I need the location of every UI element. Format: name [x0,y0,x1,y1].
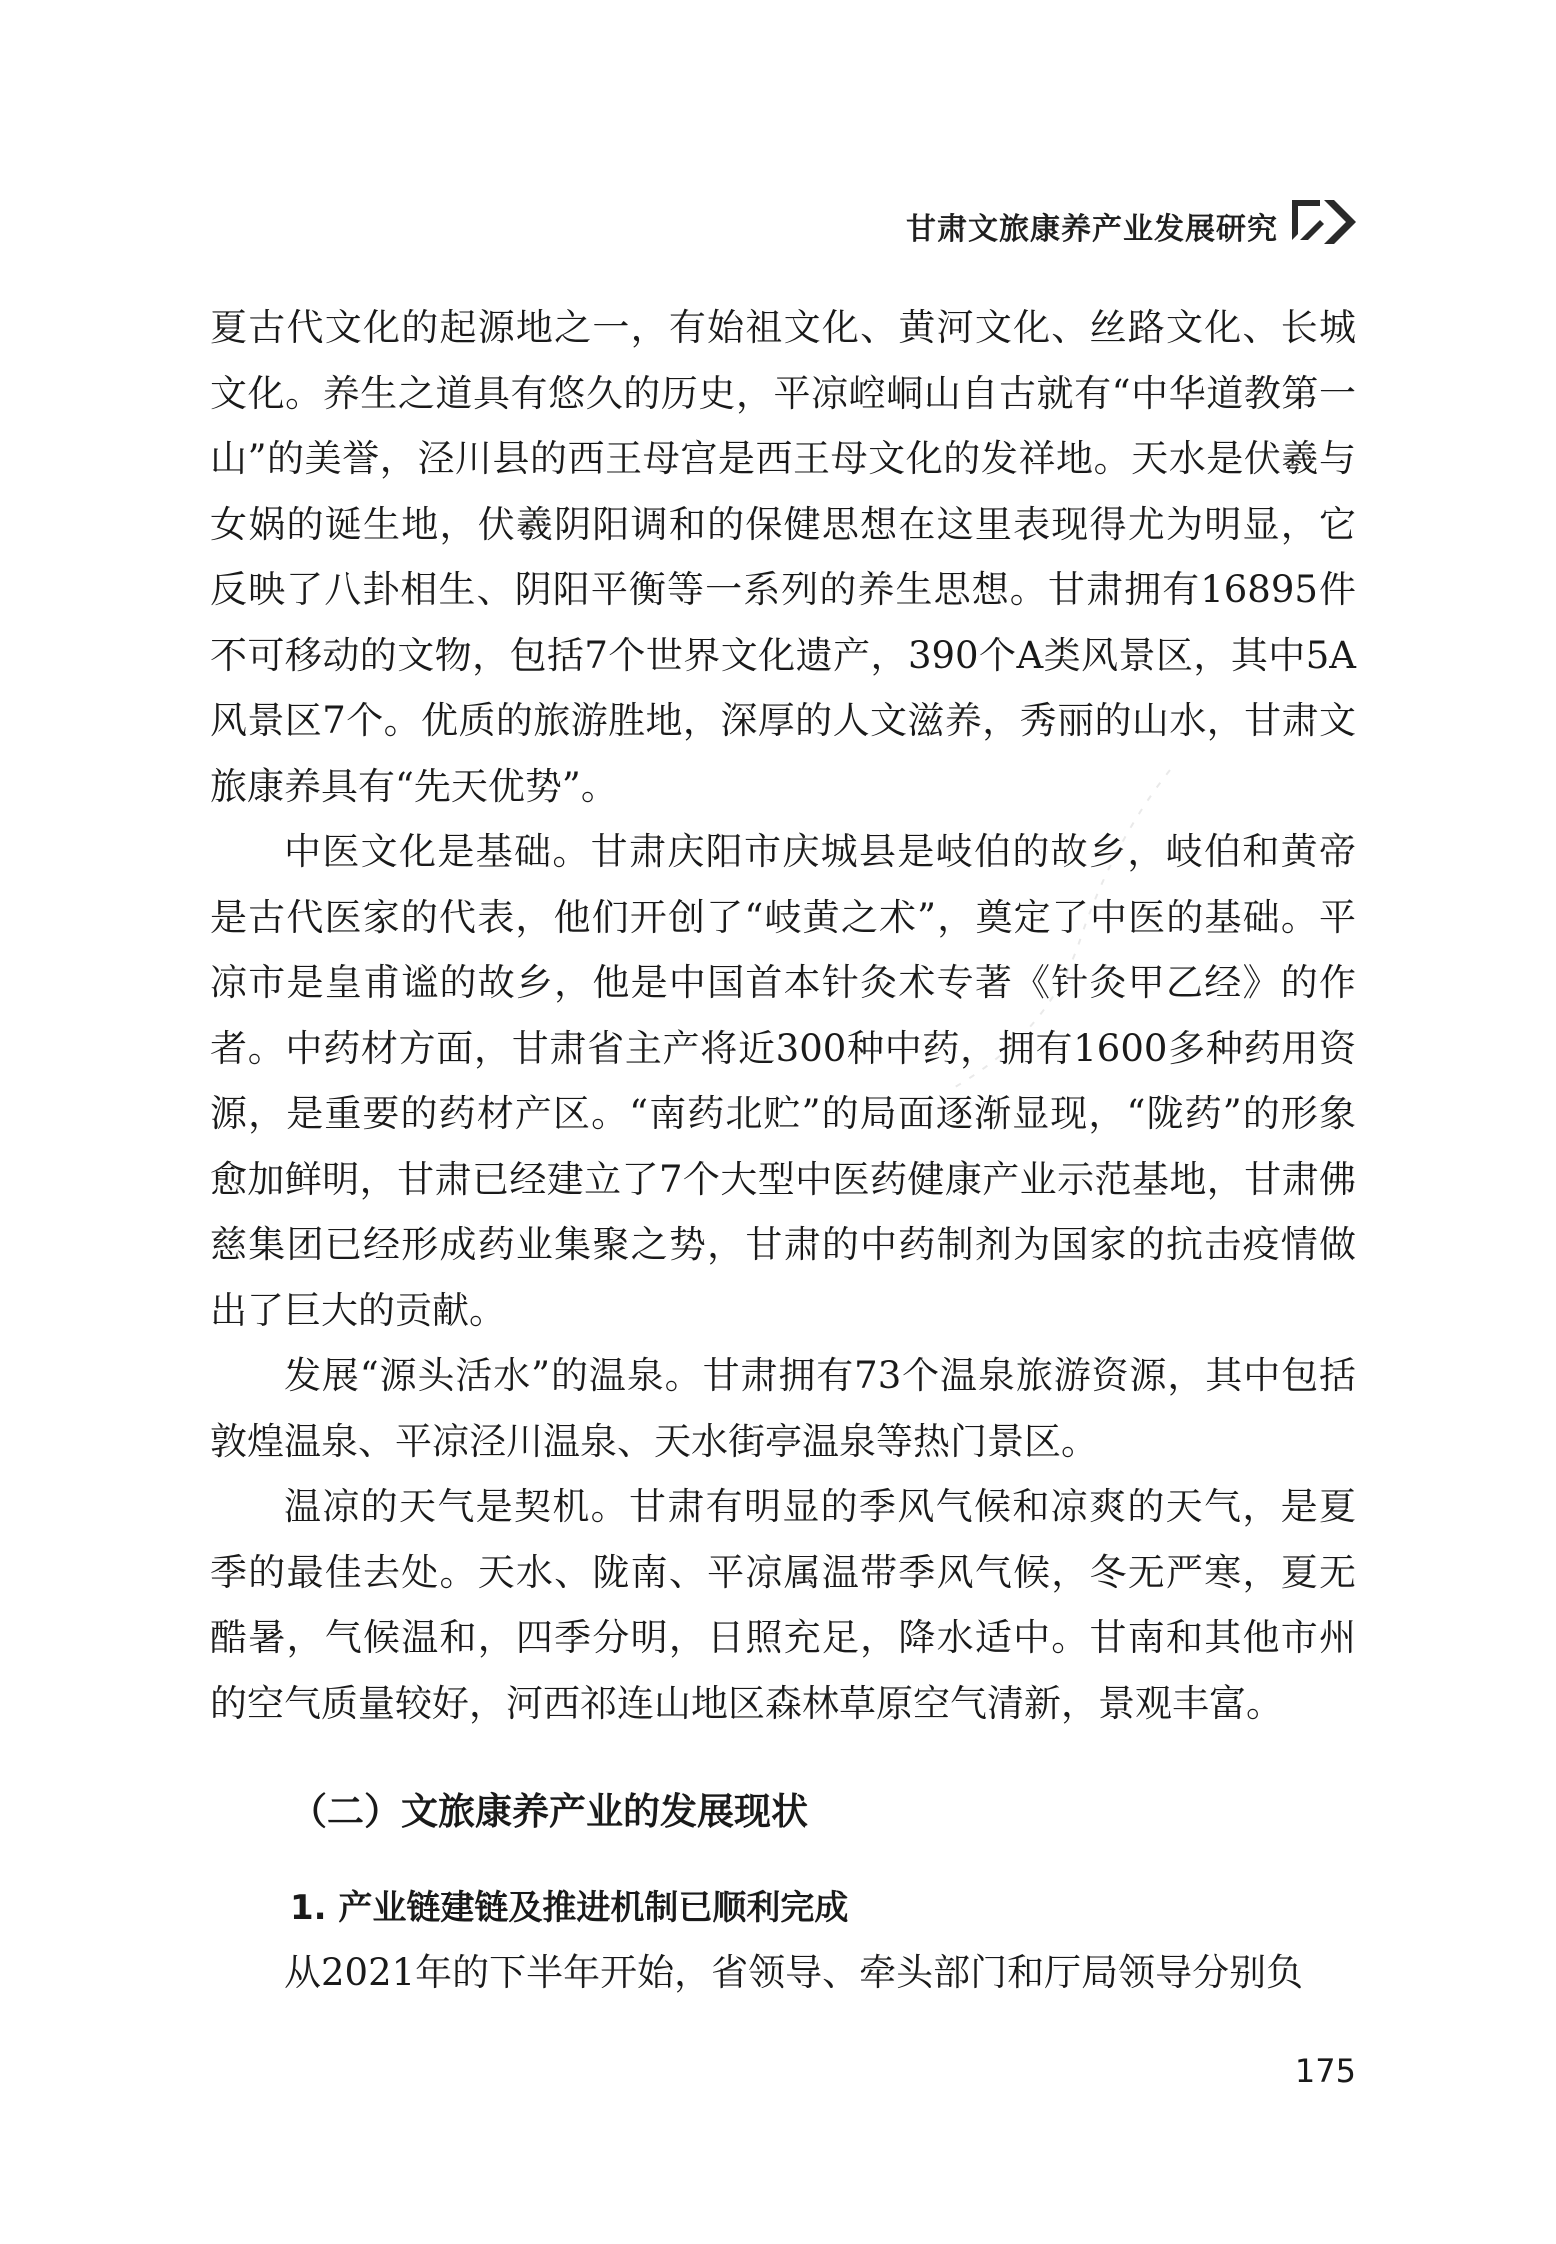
paragraph-origins: 夏古代文化的起源地之一，有始祖文化、黄河文化、丝路文化、长城文化。养生之道具有悠久的历史，平凉崆峒山自古就有“中华道教第一山”的美誉，泾川县的西王母宫是西王母文化的发祥地。天水是伏羲与女娲的诞生地，伏羲阴阳调和的保健思想在这里表现得尤为明显，它反映了八卦相生、阴阳平衡等一系列的养生思想。甘肃拥有16895件不可移动的文物，包括7个世界文化遗产，390个A类风景区，其中5A风景区7个。优质的旅游胜地，深厚的人文滋养，秀丽的山水，甘肃文旅康养具有“先天优势”。 [210,306,1356,808]
section-title: （二）文旅康养产业的发展现状 [290,1790,808,1833]
running-header [700,196,1374,256]
paragraph-tcm-culture: 中医文化是基础。甘肃庆阳市庆城县是岐伯的故乡，岐伯和黄帝是古代医家的代表，他们开创了“岐黄之术”，奠定了中医的基础。平凉市是皇甫谧的故乡，他是中国首本针灸术专著《针灸甲乙经》的作者。中药材方面，甘肃省主产将近300种中药，拥有1600多种药用资源，是重要的药材产区。“南药北贮”的局面逐渐显现，“陇药”的形象愈加鲜明，甘肃已经建立了7个大型中医药健康产业示范基地，甘肃佛慈集团已经形成药业集聚之势，甘肃的中药制剂为国家的抗击疫情做出了巨大的贡献。 [210,830,1356,1332]
running-title: 甘肃文旅康养产业发展研究 [906,212,1278,247]
subsection-title: 1. 产业链建链及推进机制已顺利完成 [290,1888,849,1928]
paragraph-hot-springs: 发展“源头活水”的温泉。甘肃拥有73个温泉旅游资源，其中包括敦煌温泉、平凉泾川温泉、天水街亭温泉等热门景区。 [210,1354,1356,1463]
page-number: 175 [1294,2052,1356,2090]
paragraph-industry-chain: 从2021年的下半年开始，省领导、牵头部门和厅局领导分别负 [284,1951,1304,1994]
page-content [210,295,1356,2006]
chevron-bracket-logo-icon [1290,196,1360,246]
paragraph-climate: 温凉的天气是契机。甘肃有明显的季风气候和凉爽的天气，是夏季的最佳去处。天水、陇南、平凉属温带季风气候，冬无严寒，夏无酷暑，气候温和，四季分明，日照充足，降水适中。甘南和其他市州的空气质量较好，河西祁连山地区森林草原空气清新，景观丰富。 [210,1485,1356,1725]
